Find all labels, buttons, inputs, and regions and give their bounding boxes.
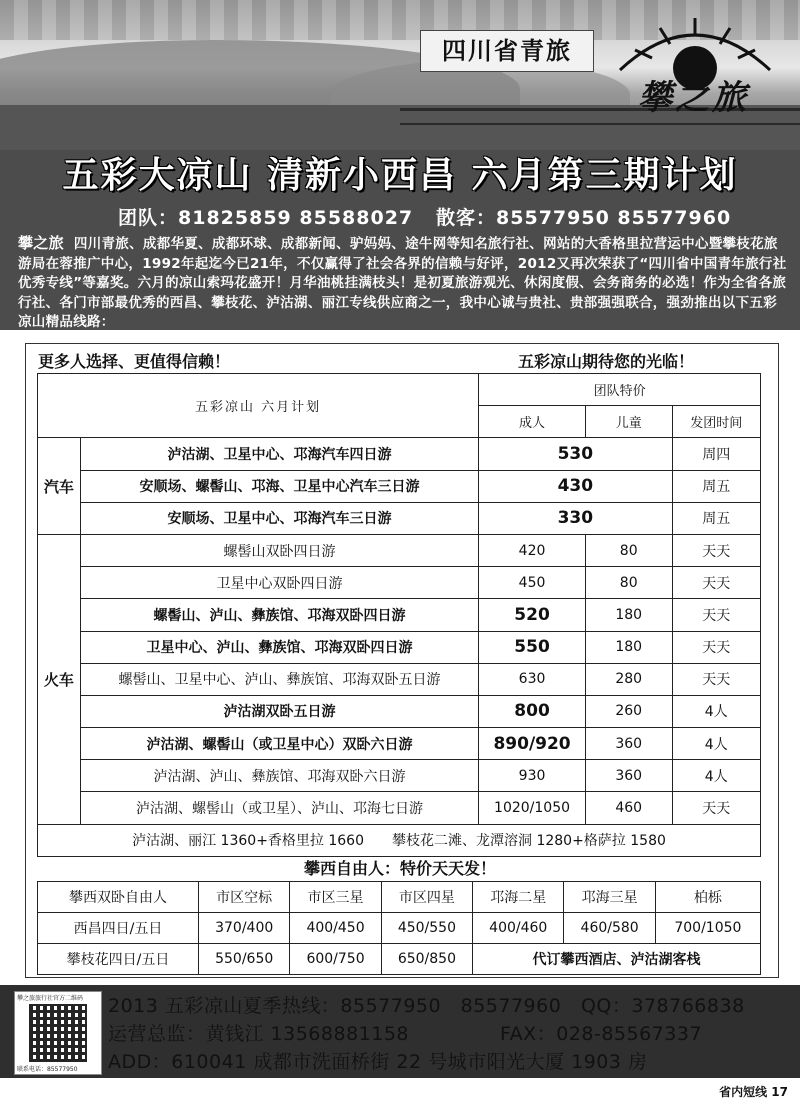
hotline-numbers: 85577950 85577960: [340, 995, 562, 1017]
child-price-cell: 280: [585, 663, 672, 695]
plan-title: 五彩凉山 六月计划: [38, 374, 479, 438]
page-headline: 五彩大凉山 清新小西昌 六月第三期计划: [62, 155, 738, 196]
free-cell: 370/400: [199, 913, 290, 944]
route-cell: 卫星中心双卧四日游: [80, 567, 478, 599]
free-header-cell: 柏栎: [655, 882, 760, 913]
extension-routes: 泸沽湖、丽江 1360+香格里拉 1660 攀枝花二滩、龙潭溶洞 1280+格萨拉 1580: [38, 824, 761, 856]
slogan-right: 五彩凉山期待您的光临！: [518, 352, 695, 371]
free-cell: 460/580: [564, 913, 655, 944]
table-row: [38, 470, 761, 502]
route-cell: 安顺场、卫星中心、邛海汽车三日游: [80, 502, 478, 534]
depart-cell: 4人: [672, 695, 761, 727]
table-row: [38, 438, 761, 470]
depart-cell: 周四: [672, 438, 761, 470]
page-label: 省内短线 17: [719, 1085, 788, 1099]
depart-cell: 天天: [672, 567, 761, 599]
route-cell: 泸沽湖、泸山、彝族馆、邛海双卧六日游: [80, 760, 478, 792]
plan-table: [37, 373, 761, 857]
depart-cell: 天天: [672, 631, 761, 663]
table-row: [38, 760, 761, 792]
table-row: [38, 728, 761, 760]
free-cell: 攀枝花四日/五日: [38, 944, 199, 975]
route-cell: 螺髻山、卫星中心、泸山、彝族馆、邛海双卧五日游: [80, 663, 478, 695]
depart-cell: 周五: [672, 502, 761, 534]
plan-header-row: [38, 374, 761, 406]
logo-text: 攀之旅: [638, 78, 749, 118]
address-line: ADD：610041 成都市洗面桥街 22 号城市阳光大厦 1903 房: [108, 1051, 648, 1073]
group-phones: 81825859 85588027: [178, 207, 414, 229]
free-cell: 400/450: [290, 913, 381, 944]
child-price-cell: 360: [585, 760, 672, 792]
depart-header: 发团时间: [672, 406, 761, 438]
free-cell: 550/650: [199, 944, 290, 975]
free-header-cell: 邛海三星: [564, 882, 655, 913]
table-row: [38, 567, 761, 599]
route-cell: 泸沽湖、卫星中心、邛海汽车四日游: [80, 438, 478, 470]
table-row: [38, 913, 761, 944]
child-header: 儿童: [585, 406, 672, 438]
slogan-left: 更多人选择、更值得信赖！: [38, 352, 231, 371]
table-row: [38, 695, 761, 727]
depart-cell: 天天: [672, 599, 761, 631]
free-header-row: [38, 882, 761, 913]
adult-price-cell: 420: [479, 534, 586, 566]
depart-cell: 4人: [672, 760, 761, 792]
qq-number: QQ：378766838: [580, 995, 745, 1017]
depart-cell: 天天: [672, 534, 761, 566]
price-cell: 430: [479, 470, 672, 502]
free-header-cell: 攀西双卧自由人: [38, 882, 199, 913]
table-row: [38, 534, 761, 566]
intro-text: 四川青旅、成都华夏、成都环球、成都新闻、驴妈妈、途牛网等知名旅行社、网站的大香格里拉营运中心暨攀枝花旅游局在蓉推广中心，1992年起迄今已21年，不仅赢得了社会各界的信赖与好评，2012又再次荣获了“四川省中国青年旅行社优秀专线”等嘉奖。六月的凉山索玛花盛开！月华油桃挂满枝头！是初夏旅游观光、休闲度假、会务商务的必选！作为全省各旅行社、各门市部最优秀的西昌、攀枝花、泸沽湖、丽江专线供应商之一，我中心诚与贵社、贵部强强联合，强劲推出以下五彩凉山精品线路：: [18, 236, 787, 331]
fax-number: FAX：028-85567337: [500, 1023, 703, 1045]
adult-price-cell: 800: [479, 695, 586, 727]
depart-cell: 天天: [672, 792, 761, 824]
free-cell: 650/850: [381, 944, 472, 975]
free-cell: 600/750: [290, 944, 381, 975]
table-row: [38, 944, 761, 975]
route-cell: 泸沽湖、螺髻山（或卫星）、泸山、邛海七日游: [80, 792, 478, 824]
price-header: 团队特价: [479, 374, 761, 406]
price-cell: 330: [479, 502, 672, 534]
child-price-cell: 80: [585, 534, 672, 566]
route-cell: 卫星中心、泸山、彝族馆、邛海双卧四日游: [80, 631, 478, 663]
retail-label: 散客：: [436, 207, 497, 229]
adult-header: 成人: [479, 406, 586, 438]
free-header-cell: 邛海二星: [473, 882, 564, 913]
free-cell: 400/460: [473, 913, 564, 944]
intro-lead: 攀之旅: [18, 234, 64, 252]
child-price-cell: 180: [585, 599, 672, 631]
free-travel-table: [37, 881, 761, 975]
route-cell: 泸沽湖、螺髻山（或卫星中心）双卧六日游: [80, 728, 478, 760]
depart-cell: 周五: [672, 470, 761, 502]
free-header-cell: 市区四星: [381, 882, 472, 913]
child-price-cell: 260: [585, 695, 672, 727]
adult-price-cell: 520: [479, 599, 586, 631]
table-row: [38, 631, 761, 663]
route-cell: 螺髻山双卧四日游: [80, 534, 478, 566]
free-cell: 西昌四日/五日: [38, 913, 199, 944]
table-row: [38, 502, 761, 534]
adult-price-cell: 630: [479, 663, 586, 695]
hotline-label: 2013 五彩凉山夏季热线：: [108, 995, 341, 1017]
hotline-line: [108, 991, 745, 1018]
child-price-cell: 180: [585, 631, 672, 663]
depart-cell: 天天: [672, 663, 761, 695]
route-cell: 螺髻山、泸山、彝族馆、邛海双卧四日游: [80, 599, 478, 631]
table-row: [38, 824, 761, 856]
director-contact: 运营总监：黄钱江 13568881158: [108, 1023, 410, 1045]
adult-price-cell: 1020/1050: [479, 792, 586, 824]
route-cell: 泸沽湖双卧五日游: [80, 695, 478, 727]
bus-group-label: 汽车: [38, 438, 81, 535]
group-label: 团队：: [118, 207, 179, 229]
table-row: [38, 663, 761, 695]
free-travel-title: 攀西自由人：特价天天发！: [303, 859, 496, 878]
hotel-booking-note: 代订攀西酒店、泸沽湖客栈: [473, 944, 761, 975]
retail-phones: 85577950 85577960: [496, 207, 732, 229]
child-price-cell: 360: [585, 728, 672, 760]
depart-cell: 4人: [672, 728, 761, 760]
contact-phones: [118, 203, 731, 230]
free-cell: 700/1050: [655, 913, 760, 944]
agency-name: 四川省青旅: [420, 30, 594, 72]
free-header-cell: 市区空标: [199, 882, 290, 913]
qr-code-box: [14, 991, 102, 1075]
free-header-cell: 市区三星: [290, 882, 381, 913]
adult-price-cell: 550: [479, 631, 586, 663]
intro-paragraph: [18, 234, 788, 333]
free-cell: 450/550: [381, 913, 472, 944]
train-group-label: 火车: [38, 534, 81, 824]
table-row: [38, 792, 761, 824]
qr-caption-bottom: 联系电话：85577950: [17, 1066, 78, 1073]
qr-code-icon: [29, 1004, 87, 1062]
price-cell: 530: [479, 438, 672, 470]
route-cell: 安顺场、螺髻山、邛海、卫星中心汽车三日游: [80, 470, 478, 502]
table-row: [38, 599, 761, 631]
director-line: [108, 1019, 703, 1046]
adult-price-cell: 930: [479, 760, 586, 792]
child-price-cell: 460: [585, 792, 672, 824]
adult-price-cell: 450: [479, 567, 586, 599]
child-price-cell: 80: [585, 567, 672, 599]
qr-caption-top: 攀之旅旅行社官方二维码: [17, 995, 84, 1002]
adult-price-cell: 890/920: [479, 728, 586, 760]
